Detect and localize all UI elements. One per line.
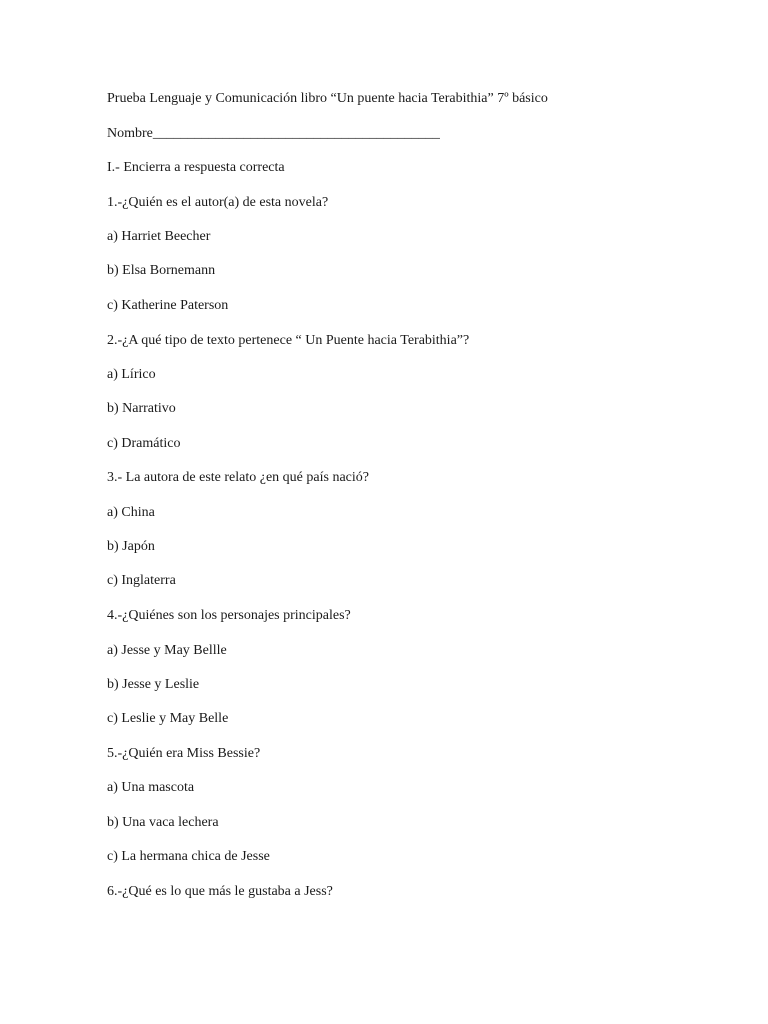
answer-option: c) Leslie y May Belle — [107, 711, 229, 726]
section-heading: I.- Encierra a respuesta correcta — [107, 160, 285, 175]
question-prompt: 3.- La autora de este relato ¿en qué país nació? — [107, 470, 369, 485]
answer-option: c) Katherine Paterson — [107, 298, 229, 313]
question-prompt: 1.-¿Quién es el autor(a) de esta novela? — [107, 195, 329, 210]
question-prompt: 5.-¿Quién era Miss Bessie? — [107, 746, 261, 761]
answer-option: b) Japón — [107, 539, 155, 554]
answer-option: a) Una mascota — [107, 780, 195, 795]
answer-option: b) Una vaca lechera — [107, 815, 219, 830]
answer-option: b) Narrativo — [107, 401, 176, 416]
answer-option: c) Inglaterra — [107, 573, 176, 588]
question-prompt: 2.-¿A qué tipo de texto pertenece “ Un Puente hacia Terabithia”? — [107, 333, 470, 348]
answer-option: c) Dramático — [107, 436, 181, 451]
answer-option: b) Jesse y Leslie — [107, 677, 200, 692]
answer-option: a) Harriet Beecher — [107, 229, 211, 244]
answer-option: c) La hermana chica de Jesse — [107, 849, 270, 864]
document-title: Prueba Lenguaje y Comunicación libro “Un puente hacia Terabithia” 7º básico — [107, 91, 548, 106]
answer-option: a) Lírico — [107, 367, 156, 382]
question-prompt: 6.-¿Qué es lo que más le gustaba a Jess? — [107, 884, 333, 899]
answer-option: b) Elsa Bornemann — [107, 263, 216, 278]
name-field-line: Nombre_________________________________________ — [107, 126, 440, 141]
answer-option: a) Jesse y May Bellle — [107, 643, 227, 658]
answer-option: a) China — [107, 505, 155, 520]
question-prompt: 4.-¿Quiénes son los personajes principales? — [107, 608, 351, 623]
